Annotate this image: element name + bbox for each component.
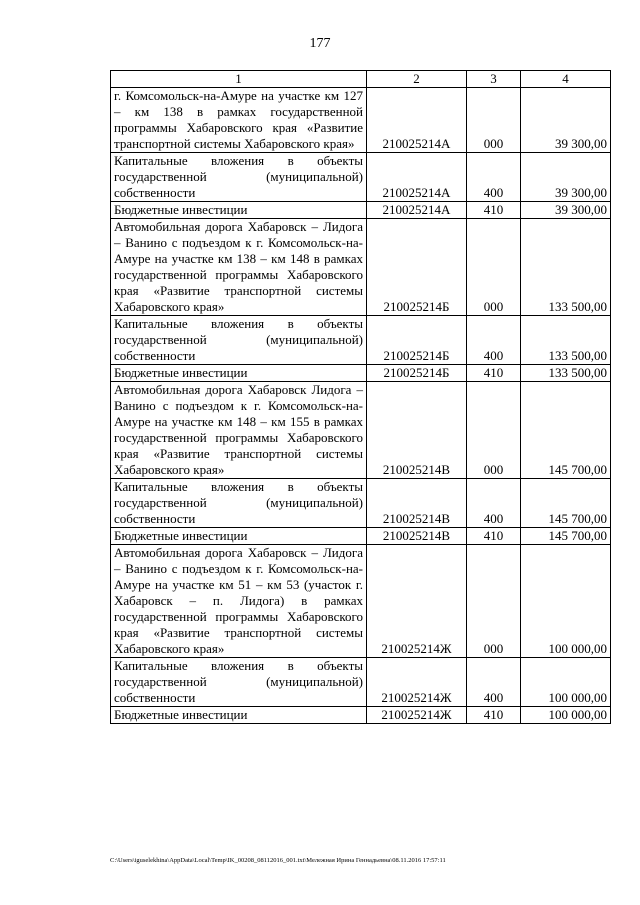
row-code: 210025214Б xyxy=(367,316,467,365)
row-name: Капитальные вложения в объекты государственной (муниципальной) собственности xyxy=(111,316,367,365)
column-header-name: 1 xyxy=(111,71,367,88)
row-name: г. Комсомольск-на-Амуре на участке км 127 – км 138 в рамках государственной программы Хабаровского края «Развитие транспортной системы Хабаровского края» xyxy=(111,88,367,153)
row-sum: 100 000,00 xyxy=(521,658,611,707)
row-kvr: 410 xyxy=(467,202,521,219)
row-name: Бюджетные инвестиции xyxy=(111,365,367,382)
row-code: 210025214А xyxy=(367,88,467,153)
row-code: 210025214В xyxy=(367,382,467,479)
table-row xyxy=(111,365,611,382)
row-code: 210025214А xyxy=(367,153,467,202)
row-sum: 133 500,00 xyxy=(521,219,611,316)
table-row xyxy=(111,153,611,202)
row-sum: 145 700,00 xyxy=(521,528,611,545)
row-kvr: 410 xyxy=(467,365,521,382)
row-kvr: 400 xyxy=(467,316,521,365)
row-sum: 145 700,00 xyxy=(521,382,611,479)
row-sum: 39 300,00 xyxy=(521,202,611,219)
row-kvr: 400 xyxy=(467,658,521,707)
table-row xyxy=(111,382,611,479)
row-code: 210025214В xyxy=(367,479,467,528)
row-sum: 39 300,00 xyxy=(521,88,611,153)
column-header-code: 2 xyxy=(367,71,467,88)
row-name: Бюджетные инвестиции xyxy=(111,528,367,545)
row-code: 210025214Б xyxy=(367,219,467,316)
row-sum: 100 000,00 xyxy=(521,545,611,658)
table-row xyxy=(111,528,611,545)
budget-table xyxy=(110,70,611,724)
row-code: 210025214Б xyxy=(367,365,467,382)
row-name: Капитальные вложения в объекты государственной (муниципальной) собственности xyxy=(111,658,367,707)
table-row xyxy=(111,479,611,528)
row-kvr: 000 xyxy=(467,219,521,316)
row-sum: 100 000,00 xyxy=(521,707,611,724)
row-name: Капитальные вложения в объекты государственной (муниципальной) собственности xyxy=(111,479,367,528)
table-header-row xyxy=(111,71,611,88)
row-name: Бюджетные инвестиции xyxy=(111,707,367,724)
row-kvr: 000 xyxy=(467,88,521,153)
table-row xyxy=(111,202,611,219)
row-sum: 133 500,00 xyxy=(521,365,611,382)
row-kvr: 410 xyxy=(467,707,521,724)
column-header-sum: 4 xyxy=(521,71,611,88)
row-sum: 39 300,00 xyxy=(521,153,611,202)
file-path-footer: C:\Users\iguselekhina\AppData\Local\Temp\IK_00208_08112016_001.txt\Мележная Ирина Геннадьевна\08.11.2016 17:57:11 xyxy=(110,857,446,864)
row-sum: 145 700,00 xyxy=(521,479,611,528)
row-kvr: 400 xyxy=(467,479,521,528)
row-name: Автомобильная дорога Хабаровск Лидога – Ванино с подъездом к г. Комсомольск-на-Амуре на участке км 148 – км 155 в рамках государственной программы Хабаровского края «Развитие транспортной системы Хабаровского края» xyxy=(111,382,367,479)
table-row xyxy=(111,545,611,658)
row-code: 210025214А xyxy=(367,202,467,219)
column-header-kvr: 3 xyxy=(467,71,521,88)
row-code: 210025214Ж xyxy=(367,658,467,707)
row-kvr: 410 xyxy=(467,528,521,545)
row-name: Автомобильная дорога Хабаровск – Лидога – Ванино с подъездом к г. Комсомольск-на-Амуре на участке км 51 – км 53 (участок г. Хабаровск – п. Лидога) в рамках государственной программы Хабаровского края «Развитие транспортной системы Хабаровского края» xyxy=(111,545,367,658)
row-kvr: 000 xyxy=(467,382,521,479)
row-sum: 133 500,00 xyxy=(521,316,611,365)
table-row xyxy=(111,658,611,707)
row-name: Автомобильная дорога Хабаровск – Лидога – Ванино с подъездом к г. Комсомольск-на-Амуре на участке км 138 – км 148 в рамках государственной программы Хабаровского края «Развитие транспортной системы Хабаровского края» xyxy=(111,219,367,316)
table-row xyxy=(111,88,611,153)
row-code: 210025214Ж xyxy=(367,707,467,724)
row-code: 210025214В xyxy=(367,528,467,545)
row-name: Бюджетные инвестиции xyxy=(111,202,367,219)
table-row xyxy=(111,316,611,365)
table-row xyxy=(111,707,611,724)
row-name: Капитальные вложения в объекты государственной (муниципальной) собственности xyxy=(111,153,367,202)
row-code: 210025214Ж xyxy=(367,545,467,658)
table-row xyxy=(111,219,611,316)
row-kvr: 400 xyxy=(467,153,521,202)
page-number: 177 xyxy=(309,36,331,51)
row-kvr: 000 xyxy=(467,545,521,658)
